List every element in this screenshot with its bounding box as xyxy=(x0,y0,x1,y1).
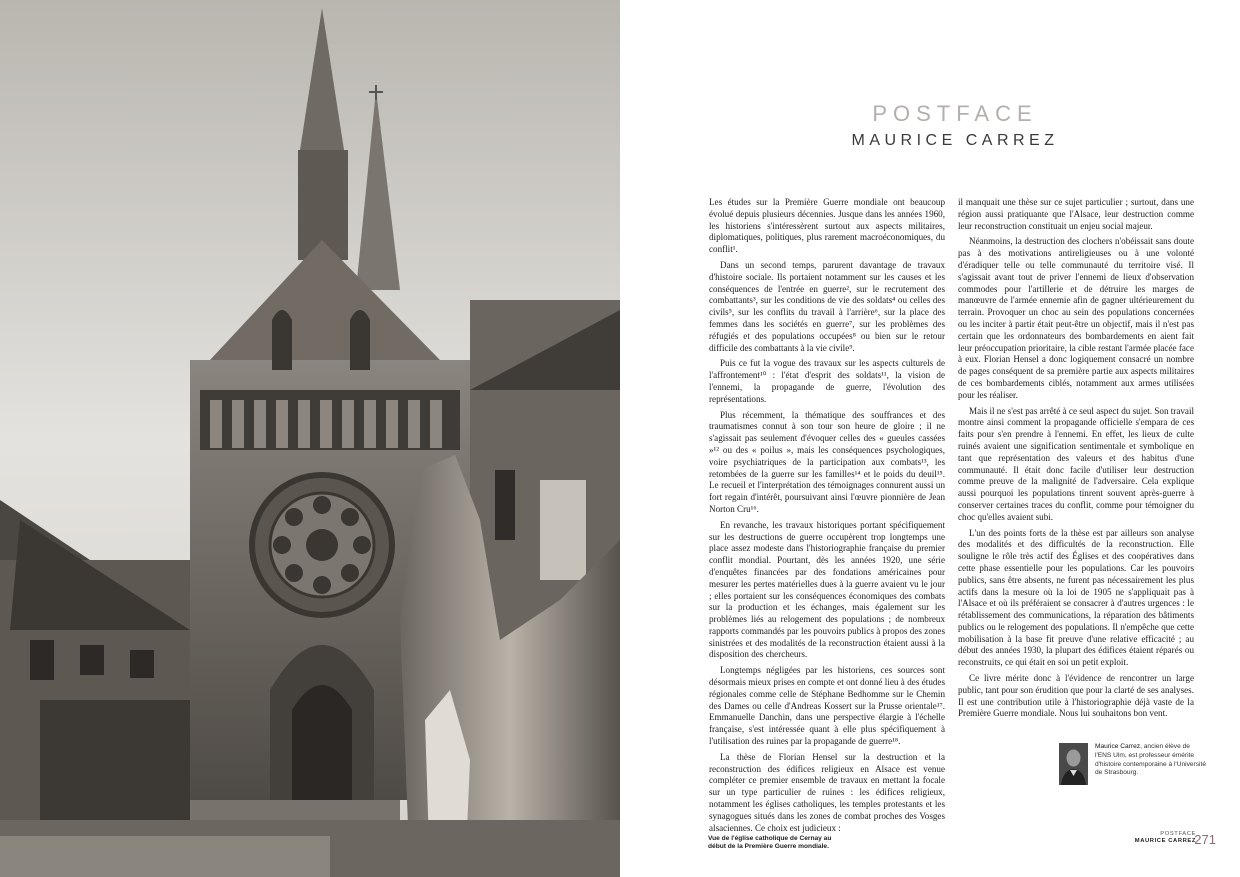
paragraph: En revanche, les travaux historiques portant spécifiquement sur les destructions de guerre occupèrent trop longtemps une place assez modeste dans l'historiographie française du premier conflit mondial. Pourtant, dès les années 1920, une série d'enquêtes financées par des fondations américaines pour mesurer les pertes matérielles dues à la guerre avaient vu le jour ; elles portaient sur les conséquences économiques des combats sur la production et les échanges, mais également sur les problèmes liés au relogement des populations ; de nombreux rapports commandés par les pouvoirs publics à propos des zones sinistrées et des modalités de la reconstruction étaient aussi à la disposition des chercheurs. xyxy=(709,519,945,660)
paragraph: La thèse de Florian Hensel sur la destruction et la reconstruction des édifices religieux en Alsace est venue compléter ce premier ensemble de travaux en mettant la focale sur un type particulier de ruines : les édifices religieux, notamment les églises catholiques, les temples protestants et les synagogues situés dans les zones de combat proches des Vosges alsaciennes. Ce choix est judicieux : xyxy=(709,751,945,833)
author-portrait xyxy=(1059,743,1088,785)
paragraph: Puis ce fut la vogue des travaux sur les aspects culturels de l'affrontement¹⁰ : l'état d'esprit des soldats¹¹, la vision de l'ennemi, la propagande de guerre, l'évolution des représentations. xyxy=(709,358,945,404)
footer-author: MAURICE CARREZ xyxy=(1134,838,1196,844)
paragraph: Les études sur la Première Guerre mondiale ont beaucoup évolué depuis plusieurs décennies. Jusque dans les années 1960, les historiens s'intéressèrent surtout aux aspects militaires, diplomatiques, politiques, plus rarement macroéconomiques, du conflit¹. xyxy=(709,197,945,255)
author-bio-name: Maurice Carrez xyxy=(1095,743,1141,750)
paragraph: Dans un second temps, parurent davantage de travaux d'histoire sociale. Ils portaient notamment sur les causes et les conséquences de l'entrée en guerre², sur le recrutement des combattants³, sur les conditions de vie des soldats⁴ ou celles des civils⁵, sur les conflits du travail à l'arrière⁶, sur la place des femmes dans les sociétés en guerre⁷, sur les problèmes des réfugiés et des populations occupées⁸ ou bien sur le retour difficile des combattants à la vie civile⁹. xyxy=(709,259,945,353)
text-column-1 xyxy=(709,197,945,838)
paragraph: Mais il ne s'est pas arrêté à ce seul aspect du sujet. Son travail montre ainsi comment la propagande officielle s'empara de ces faits pour s'en prendre à l'ennemi. En effet, les lieux de culte ruinés avaient une signification sentimentale et symbolique en tant que représentation des valeurs et des habitus d'une communauté. Il était donc facile d'utiliser leur destruction comme preuve de la malignité de l'adversaire. Cela explique aussi pourquoi les populations tinrent souvent après-guerre à conserver certaines traces du conflit, comme pour témoigner du choc qu'elles avaient subi. xyxy=(958,405,1194,522)
paragraph: L'un des points forts de la thèse est par ailleurs son analyse des modalités et des difficultés de la reconstruction. Elle souligne le rôle très actif des Églises et des coopératives dans cette phase essentielle pour les populations. Car les pouvoirs publics, sans être absents, ne furent pas nécessairement les plus actifs dans la mesure où la loi de 1905 ne s'appliquait pas à l'Alsace et où ils préféraient se consacrer à d'autres urgences : le rétablissement des communications, la réparation des bâtiments publics ou le relogement des populations. Il n'empêche que cette mobilisation à la base fit preuve d'une relative efficacité ; au début des années 1930, la plupart des édifices étaient réparés ou reconstruits, ce qui était en soi un petit exploit. xyxy=(958,527,1194,668)
photo-caption: Vue de l'église catholique de Cernay au début de la Première Guerre mondiale. xyxy=(708,835,832,850)
paragraph: Néanmoins, la destruction des clochers n'obéissait sans doute pas à des motivations antireligieuses ou à une volonté d'éradiquer telle ou telle communauté du territoire visé. Il s'agissait avant tout de priver l'ennemi de lieux d'observation commodes pour l'artillerie et de détruire les marges de manœuvre de l'armée ennemie afin de gagner ultérieurement du terrain. Provoquer un choc au sein des populations concernées ou les inciter à partir était peut-être un objectif, mais il n'est pas certain que les ordonnateurs des bombardements en aient fait leur préoccupation prioritaire, la cible restant l'armée placée face à eux. Florian Hensel a donc logiquement consacré un nombre de pages conséquent de sa première partie aux aspects militaires de ces bombardements ciblés, notamment aux armes utilisées pour les réaliser. xyxy=(958,236,1194,400)
paragraph: Ce livre mérite donc à l'évidence de rencontrer un large public, tant pour son érudition que pour la clarté de ses analyses. Il est une contribution utile à l'historiographie déjà vaste de la Première Guerre mondiale. Nous lui souhaitons bon vent. xyxy=(958,673,1194,719)
portrait-image xyxy=(1059,743,1088,785)
author-bio-text xyxy=(1095,743,1207,778)
paragraph: Longtemps négligées par les historiens, ces sources sont désormais mieux prises en compte et ont donné lieu à des études régionales comme celle de Stéphane Bedhomme sur le Chemin des Dames ou celle d'Andreas Kossert sur la Prusse orientale¹⁷. Emmanuelle Danchin, dans une perspective élargie à l'échelle française, s'est intéressée quant à elle plus spécifiquement à l'utilisation des ruines par la propagande de guerre¹⁸. xyxy=(709,665,945,747)
footer-section: POSTFACE xyxy=(1160,831,1196,837)
author-bio xyxy=(1059,743,1207,789)
paragraph: Plus récemment, la thématique des souffrances et des traumatismes connut à son tour son heure de gloire ; il ne s'agissait pas seulement d'évoquer celles des « gueules cassées »¹² ou des « poilus », mais les conséquences psychologiques, voire psychiatriques de la participation aux combats¹³, les retombées de la guerre sur les familles¹⁴ et le poids du deuil¹⁵. Le recueil et l'interprétation des témoignages connurent aussi un fort regain d'intérêt, poursuivant ainsi l'œuvre pionnière de Jean Norton Cru¹⁶. xyxy=(709,409,945,514)
text-column-2 xyxy=(958,197,1194,724)
page-number: 271 xyxy=(1194,832,1216,847)
paragraph: il manquait une thèse sur ce sujet particulier ; surtout, dans une région aussi pratiquante que l'Alsace, leur destruction comme leur reconstruction constituait un enjeu social majeur. xyxy=(958,197,1194,231)
author-heading: MAURICE CARREZ xyxy=(851,132,1059,149)
author-bio-description: , ancien élève de l'ENS Ulm, est professeur émérite d'histoire contemporaine à l'Université de Strasbourg. xyxy=(1095,743,1207,777)
section-kicker: POSTFACE xyxy=(872,101,1038,126)
page-footer xyxy=(1134,831,1216,847)
